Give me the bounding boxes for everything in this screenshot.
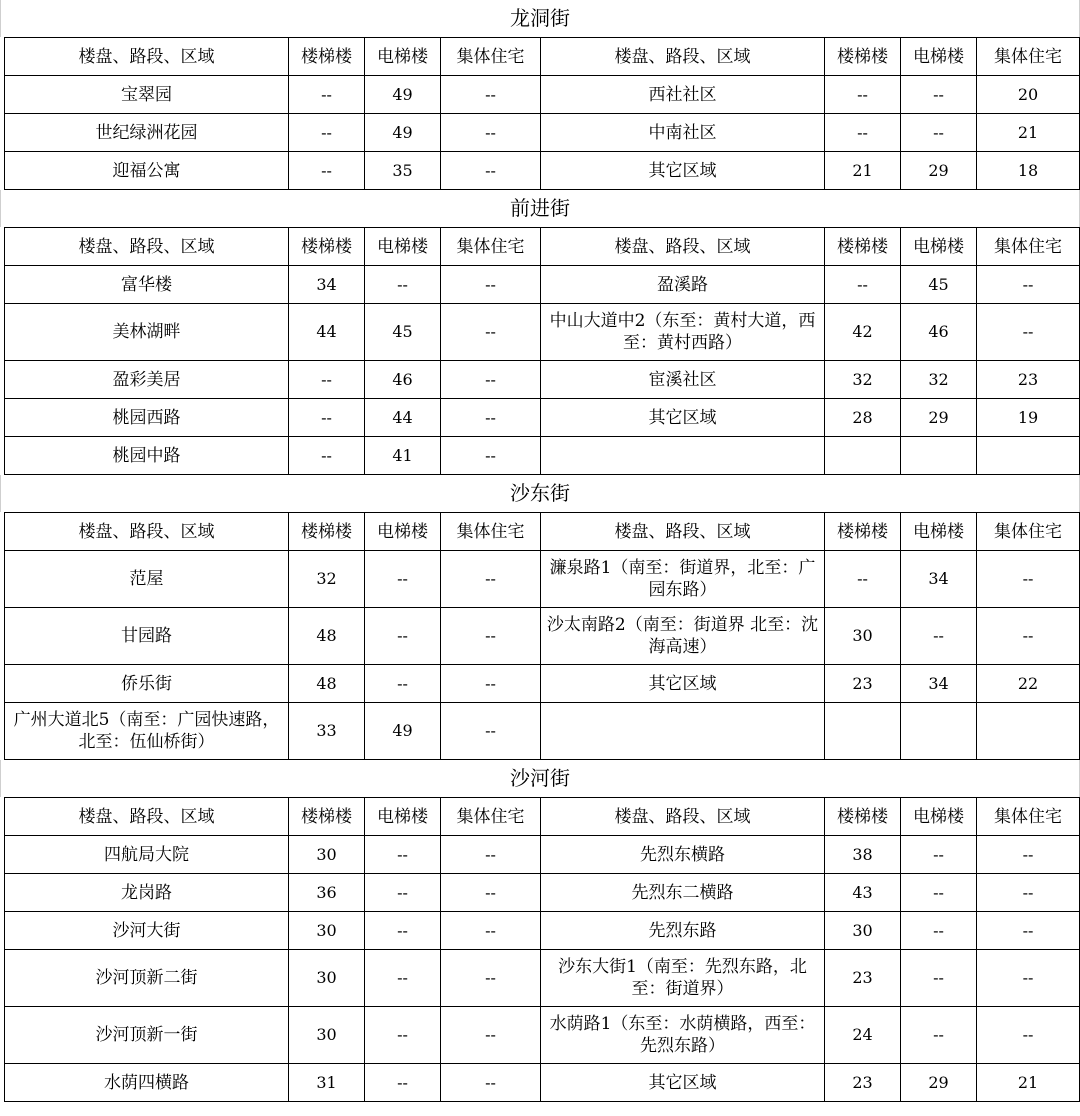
area-name-cell: 甘园路 [5, 608, 289, 665]
column-header: 集体住宅 [441, 228, 541, 266]
area-name-cell: 富华楼 [5, 266, 289, 304]
column-header: 楼梯楼 [289, 798, 365, 836]
price-cell: -- [289, 399, 365, 437]
column-header: 楼盘、路段、区域 [541, 38, 825, 76]
price-cell [901, 437, 977, 475]
price-cell: -- [441, 114, 541, 152]
column-header: 楼盘、路段、区域 [541, 513, 825, 551]
price-cell: 35 [365, 152, 441, 190]
area-name-cell: 广州大道北5（南至：广园快速路，北至：伍仙桥街） [5, 703, 289, 760]
price-cell: -- [977, 304, 1080, 361]
column-header: 楼梯楼 [289, 513, 365, 551]
price-cell: 49 [365, 114, 441, 152]
table-row [5, 266, 1080, 304]
district-price-table [4, 512, 1080, 760]
column-header: 楼梯楼 [825, 798, 901, 836]
area-name-cell: 中山大道中2（东至：黄村大道，西至：黄村西路） [541, 304, 825, 361]
section-title: 龙洞街 [0, 0, 1080, 37]
price-cell: 34 [289, 266, 365, 304]
price-cell: 23 [977, 361, 1080, 399]
area-name-cell: 盈溪路 [541, 266, 825, 304]
price-cell: 30 [825, 608, 901, 665]
price-cell: -- [365, 950, 441, 1007]
price-cell [977, 437, 1080, 475]
price-cell: -- [441, 665, 541, 703]
area-name-cell: 先烈东路 [541, 912, 825, 950]
price-cell: -- [365, 836, 441, 874]
price-cell: 24 [825, 1007, 901, 1064]
price-cell: 44 [365, 399, 441, 437]
price-cell: -- [825, 266, 901, 304]
area-name-cell: 水荫路1（东至：水荫横路，西至：先烈东路） [541, 1007, 825, 1064]
price-cell: 30 [289, 836, 365, 874]
area-name-cell: 盈彩美居 [5, 361, 289, 399]
price-cell: 49 [365, 703, 441, 760]
table-row [5, 608, 1080, 665]
price-cell: 30 [289, 950, 365, 1007]
price-cell: -- [825, 76, 901, 114]
price-cell: -- [977, 874, 1080, 912]
section-title: 沙东街 [0, 475, 1080, 512]
area-name-cell: 先烈东横路 [541, 836, 825, 874]
area-name-cell: 西社社区 [541, 76, 825, 114]
price-cell: -- [825, 114, 901, 152]
price-cell: 33 [289, 703, 365, 760]
area-name-cell: 沙河顶新一街 [5, 1007, 289, 1064]
price-cell [901, 703, 977, 760]
price-cell: -- [977, 266, 1080, 304]
price-cell: -- [365, 608, 441, 665]
column-header: 楼盘、路段、区域 [541, 228, 825, 266]
area-name-cell: 沙太南路2（南至：街道界 北至：沈海高速） [541, 608, 825, 665]
price-cell: 45 [365, 304, 441, 361]
price-cell: 34 [901, 551, 977, 608]
column-header: 楼盘、路段、区域 [5, 513, 289, 551]
price-cell: -- [441, 437, 541, 475]
price-cell: 34 [901, 665, 977, 703]
column-header: 电梯楼 [901, 513, 977, 551]
table-row [5, 399, 1080, 437]
price-cell: -- [441, 912, 541, 950]
column-header: 电梯楼 [365, 38, 441, 76]
price-cell: 18 [977, 152, 1080, 190]
area-name-cell: 桃园中路 [5, 437, 289, 475]
price-cell: -- [977, 912, 1080, 950]
column-header: 楼梯楼 [289, 38, 365, 76]
price-cell: 28 [825, 399, 901, 437]
price-cell: -- [365, 665, 441, 703]
column-header: 电梯楼 [365, 798, 441, 836]
price-cell: -- [289, 114, 365, 152]
price-cell: -- [901, 114, 977, 152]
area-name-cell: 侨乐街 [5, 665, 289, 703]
price-cell: -- [289, 76, 365, 114]
price-cell: -- [977, 1007, 1080, 1064]
price-cell: 31 [289, 1064, 365, 1102]
price-cell: -- [901, 1007, 977, 1064]
column-header: 集体住宅 [441, 798, 541, 836]
table-row [5, 361, 1080, 399]
area-name-cell: 其它区域 [541, 1064, 825, 1102]
price-cell: 41 [365, 437, 441, 475]
price-cell: -- [441, 399, 541, 437]
price-cell: -- [977, 836, 1080, 874]
price-cell: 23 [825, 1064, 901, 1102]
price-cell: -- [901, 912, 977, 950]
price-cell: -- [441, 76, 541, 114]
price-cell: 45 [901, 266, 977, 304]
price-cell: -- [977, 950, 1080, 1007]
price-cell: -- [289, 361, 365, 399]
area-name-cell: 龙岗路 [5, 874, 289, 912]
table-row [5, 152, 1080, 190]
price-cell: -- [365, 874, 441, 912]
price-cell: 29 [901, 399, 977, 437]
price-cell: -- [365, 912, 441, 950]
column-header: 楼梯楼 [825, 228, 901, 266]
area-name-cell [541, 437, 825, 475]
price-cell [825, 437, 901, 475]
price-cell: 30 [825, 912, 901, 950]
table-row [5, 76, 1080, 114]
price-cell: 30 [289, 912, 365, 950]
table-row [5, 912, 1080, 950]
table-row [5, 1064, 1080, 1102]
price-cell: 38 [825, 836, 901, 874]
column-header: 电梯楼 [365, 513, 441, 551]
price-cell: 36 [289, 874, 365, 912]
price-cell: -- [365, 551, 441, 608]
column-header: 集体住宅 [977, 798, 1080, 836]
table-row [5, 874, 1080, 912]
table-row [5, 551, 1080, 608]
price-cell: -- [901, 608, 977, 665]
column-header: 楼盘、路段、区域 [5, 228, 289, 266]
table-row [5, 304, 1080, 361]
section-title: 前进街 [0, 190, 1080, 227]
price-cell: -- [441, 950, 541, 1007]
price-cell [825, 703, 901, 760]
price-cell: -- [441, 1007, 541, 1064]
price-cell: -- [977, 608, 1080, 665]
area-name-cell: 美林湖畔 [5, 304, 289, 361]
table-header-row [5, 38, 1080, 76]
area-name-cell: 宝翠园 [5, 76, 289, 114]
area-name-cell: 其它区域 [541, 665, 825, 703]
column-header: 楼梯楼 [825, 513, 901, 551]
table-header-row [5, 798, 1080, 836]
area-name-cell: 中南社区 [541, 114, 825, 152]
area-name-cell: 宦溪社区 [541, 361, 825, 399]
table-row [5, 437, 1080, 475]
price-cell: -- [365, 1064, 441, 1102]
price-cell: 29 [901, 152, 977, 190]
price-cell: -- [441, 361, 541, 399]
price-cell: 32 [901, 361, 977, 399]
table-row [5, 950, 1080, 1007]
table-header-row [5, 513, 1080, 551]
price-cell: 48 [289, 665, 365, 703]
table-row [5, 114, 1080, 152]
price-cell: 20 [977, 76, 1080, 114]
price-cell: -- [289, 437, 365, 475]
column-header: 集体住宅 [441, 38, 541, 76]
price-cell: -- [441, 152, 541, 190]
price-cell: -- [441, 1064, 541, 1102]
price-cell: -- [901, 836, 977, 874]
area-name-cell: 范屋 [5, 551, 289, 608]
price-cell: -- [977, 551, 1080, 608]
price-cell: 21 [977, 1064, 1080, 1102]
price-cell: 46 [365, 361, 441, 399]
table-row [5, 665, 1080, 703]
table-header-row [5, 228, 1080, 266]
price-cell: -- [441, 703, 541, 760]
price-cell: -- [825, 551, 901, 608]
area-name-cell: 其它区域 [541, 399, 825, 437]
area-name-cell: 桃园西路 [5, 399, 289, 437]
table-row [5, 1007, 1080, 1064]
price-cell: 21 [825, 152, 901, 190]
price-cell: -- [441, 551, 541, 608]
price-cell: 23 [825, 950, 901, 1007]
price-cell: -- [901, 950, 977, 1007]
price-cell: 48 [289, 608, 365, 665]
price-cell [977, 703, 1080, 760]
area-name-cell: 水荫四横路 [5, 1064, 289, 1102]
district-price-table [4, 797, 1080, 1102]
price-cell: 32 [825, 361, 901, 399]
area-name-cell: 世纪绿洲花园 [5, 114, 289, 152]
section-title: 沙河街 [0, 760, 1080, 797]
price-cell: 19 [977, 399, 1080, 437]
column-header: 集体住宅 [441, 513, 541, 551]
column-header: 电梯楼 [901, 798, 977, 836]
price-cell: -- [901, 874, 977, 912]
price-cell: -- [441, 836, 541, 874]
column-header: 楼盘、路段、区域 [5, 38, 289, 76]
price-cell: -- [365, 266, 441, 304]
price-cell: 32 [289, 551, 365, 608]
price-cell: 21 [977, 114, 1080, 152]
price-cell: 29 [901, 1064, 977, 1102]
area-name-cell: 四航局大院 [5, 836, 289, 874]
price-cell: -- [901, 76, 977, 114]
price-cell: -- [441, 304, 541, 361]
price-cell: -- [365, 1007, 441, 1064]
column-header: 楼盘、路段、区域 [5, 798, 289, 836]
column-header: 楼盘、路段、区域 [541, 798, 825, 836]
price-cell: 49 [365, 76, 441, 114]
column-header: 电梯楼 [365, 228, 441, 266]
table-row [5, 836, 1080, 874]
area-name-cell: 沙河顶新二街 [5, 950, 289, 1007]
column-header: 电梯楼 [901, 38, 977, 76]
area-name-cell [541, 703, 825, 760]
area-name-cell: 其它区域 [541, 152, 825, 190]
area-name-cell: 沙河大街 [5, 912, 289, 950]
price-cell: 44 [289, 304, 365, 361]
price-cell: 43 [825, 874, 901, 912]
area-name-cell: 沙东大街1（南至：先烈东路，北至：街道界） [541, 950, 825, 1007]
price-cell: -- [441, 608, 541, 665]
table-row [5, 703, 1080, 760]
column-header: 电梯楼 [901, 228, 977, 266]
district-price-table [4, 227, 1080, 475]
column-header: 楼梯楼 [289, 228, 365, 266]
price-cell: 30 [289, 1007, 365, 1064]
column-header: 集体住宅 [977, 38, 1080, 76]
area-name-cell: 迎福公寓 [5, 152, 289, 190]
price-cell: -- [441, 266, 541, 304]
column-header: 集体住宅 [977, 228, 1080, 266]
district-price-table [4, 37, 1080, 190]
area-name-cell: 濂泉路1（南至：街道界，北至：广园东路） [541, 551, 825, 608]
price-cell: 46 [901, 304, 977, 361]
column-header: 集体住宅 [977, 513, 1080, 551]
column-header: 楼梯楼 [825, 38, 901, 76]
price-cell: -- [289, 152, 365, 190]
area-name-cell: 先烈东二横路 [541, 874, 825, 912]
price-cell: 23 [825, 665, 901, 703]
price-cell: -- [441, 874, 541, 912]
price-cell: 22 [977, 665, 1080, 703]
price-cell: 42 [825, 304, 901, 361]
